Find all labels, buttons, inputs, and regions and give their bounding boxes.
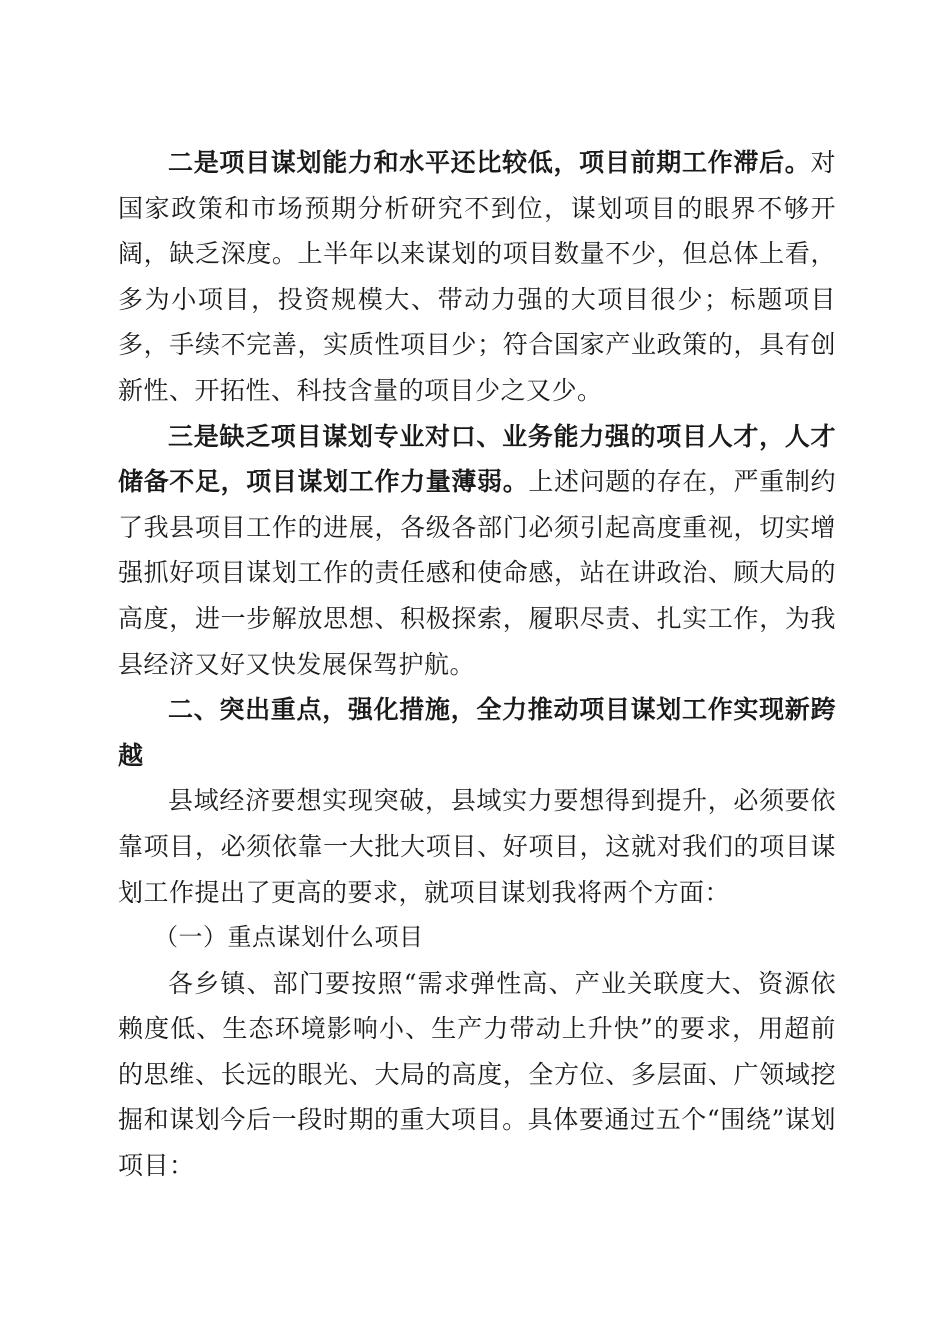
paragraph-point-three-text: 上述问题的存在，严重制约了我县项目工作的进展，各级各部门必须引起高度重视，切实增强抓好项目谋划工作的责任感和使命感，站在讲政治、顾大局的高度，进一步解放思想、积极探索，履职尽责、扎实工作，为我县经济又好又快发展保驾护航。	[118, 467, 836, 679]
paragraph-point-two	[118, 140, 836, 414]
paragraph-point-two-text: 对国家政策和市场预期分析研究不到位，谋划项目的眼界不够开阔，缺乏深度。上半年以来谋划的项目数量不少，但总体上看，多为小项目，投资规模大、带动力强的大项目很少；标题项目多，手续不完善，实质性项目少；符合国家产业政策的，具有创新性、开拓性、科技含量的项目少之又少。	[118, 148, 836, 405]
section-heading: 二、突出重点，强化措施，全力推动项目谋划工作实现新跨越	[118, 695, 836, 770]
section-paragraph: 县域经济要想实现突破，县域实力要想得到提升，必须要依靠项目，必须依靠一大批大项目、好项目，这就对我们的项目谋划工作提出了更高的要求，就项目谋划我将两个方面：	[118, 786, 836, 907]
paragraph-point-three	[118, 414, 836, 688]
subsection-paragraph: 各乡镇、部门要按照“需求弹性高、产业关联度大、资源依赖度低、生态环境影响小、生产力带动上升快”的要求，用超前的思维、长远的眼光、大局的高度，全方位、多层面、广领域挖掘和谋划今后一段时期的重大项目。具体要通过五个“围绕”谋划项目：	[118, 968, 836, 1181]
subsection-heading: （一）重点谋划什么项目	[154, 923, 424, 952]
document-body	[118, 140, 836, 1189]
paragraph-point-three-lead: 三是缺乏项目谋划专业对口、业务能力强的项目人才，人才储备不足，项目谋划工作力量薄弱。	[118, 421, 836, 497]
paragraph-point-two-lead: 二是项目谋划能力和水平还比较低，项目前期工作滞后。	[168, 148, 811, 177]
